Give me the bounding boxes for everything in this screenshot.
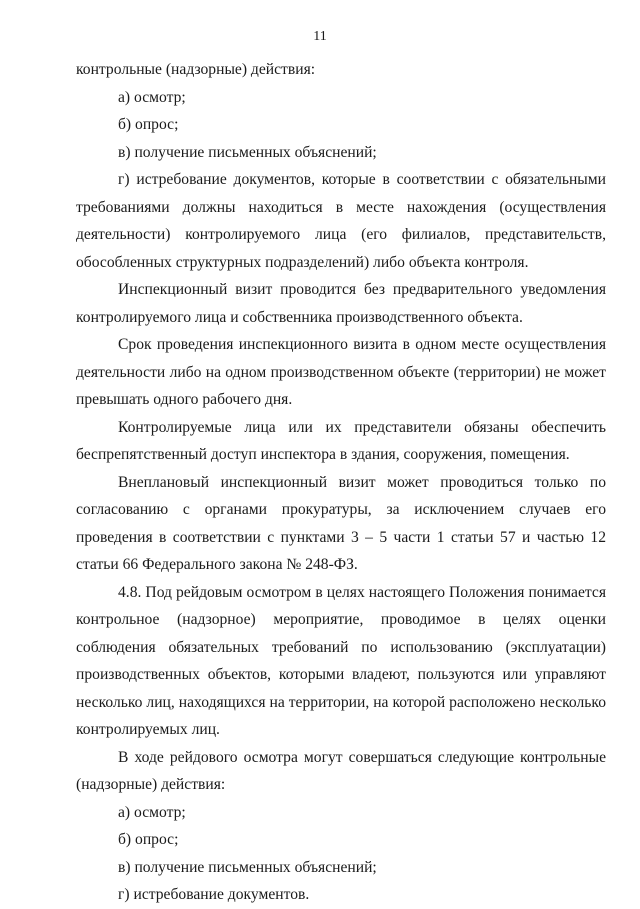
list-item: в) получение письменных объяснений; bbox=[118, 858, 377, 876]
list-item: б) опрос; bbox=[118, 831, 179, 848]
paragraph: Внеплановый инспекционный визит может проводиться только по согласованию с органами прокуратуры, за исключением случаев его проведения в соответствии с пунктами 3 – 5 части 1 статьи 57 и частью 12 статьи 66 Федерального закона № 248-ФЗ. bbox=[76, 473, 606, 573]
list-item: а) осмотр; bbox=[118, 88, 186, 106]
list-item: а) осмотр; bbox=[118, 803, 186, 821]
paragraph: Инспекционный визит проводится без предварительного уведомления контролируемого лица и собственника производственного объекта. bbox=[76, 281, 606, 326]
body-text bbox=[76, 56, 606, 909]
list-item: в) получение письменных объяснений; bbox=[118, 143, 377, 161]
paragraph: В ходе рейдового осмотра могут совершаться следующие контрольные (надзорные) действия: bbox=[76, 748, 606, 793]
paragraph: Срок проведения инспекционного визита в одном месте осуществления деятельности либо на одном производственном объекте (территории) не может превышать одного рабочего дня. bbox=[76, 336, 606, 408]
list-item: г) истребование документов. bbox=[118, 886, 310, 903]
paragraph: Контролируемые лица или их представители обязаны обеспечить беспрепятственный доступ инспектора в здания, сооружения, помещения. bbox=[76, 418, 606, 463]
list-item: б) опрос; bbox=[118, 116, 179, 133]
list-item: г) истребование документов, которые в соответствии с обязательными требованиями должны находиться в месте нахождения (осуществления деятельности) контролируемого лица (его филиалов, представительств, обособленных структурных подразделений) либо объекта контроля. bbox=[76, 171, 606, 271]
paragraph: контрольные (надзорные) действия: bbox=[76, 61, 316, 78]
page-number: 11 bbox=[313, 29, 327, 44]
section-4-8-paragraph: 4.8. Под рейдовым осмотром в целях настоящего Положения понимается контрольное (надзорное) мероприятие, проводимое в целях оценки соблюдения обязательных требований по использованию (эксплуатации) производственных объектов, которыми владеют, пользуются или управляют несколько лиц, находящихся на территории, на которой расположено несколько контролируемых лиц. bbox=[76, 583, 606, 738]
